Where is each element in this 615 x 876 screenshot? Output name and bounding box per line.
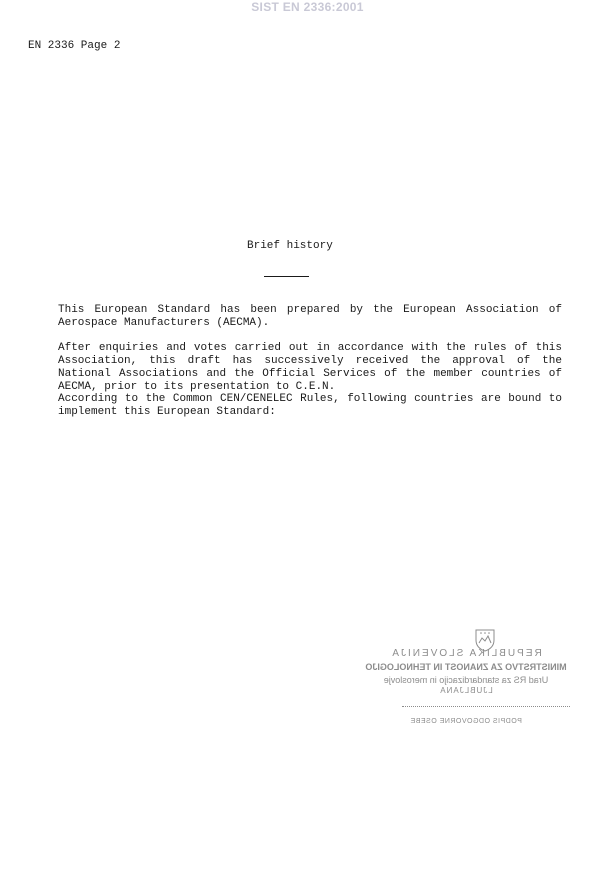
stamp-city: LJUBLJANA [439,686,493,695]
paragraph-approval: After enquiries and votes carried out in accordance with the rules of this Association, this draft has successively received the approval of the National Associations and the Official Services of the member countries of AECMA, prior to its presentation to C.E.N. [58,342,562,393]
title-underline [264,276,309,277]
stamp-ministry: MINISTRSTVO ZA ZNANOST IN TEHNOLOGIJO [365,662,567,672]
paragraph-cen-rules: According to the Common CEN/CENELEC Rules, following countries are bound to implement this European Standard: [58,393,562,418]
section-title: Brief history [247,240,333,252]
stamp-signature-caption: PODPIS ODGOVORNE OSEBE [410,718,522,725]
stamp-republic: REPUBLIKA SLOVENIJA [390,648,542,659]
official-stamp [356,628,576,738]
stamp-office: Urad RS za standardizacijo in meroslovje [383,675,549,685]
page-header: EN 2336 Page 2 [28,40,121,52]
watermark: SIST EN 2336:2001 [251,0,364,14]
paragraph-prepared-by: This European Standard has been prepared by the European Association of Aerospace Manufacturers (AECMA). [58,304,562,329]
signature-line [402,706,570,707]
